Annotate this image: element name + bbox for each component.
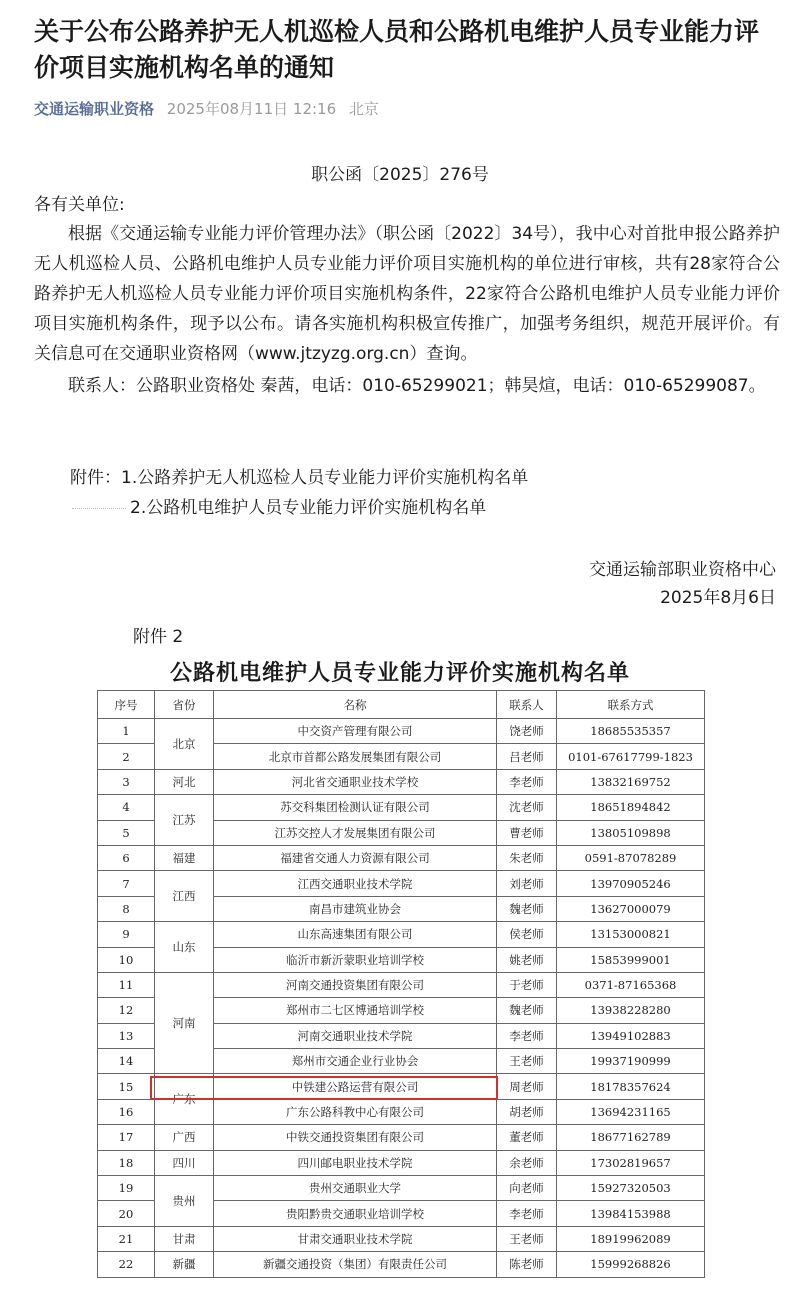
salutation: 各有关单位:	[34, 195, 125, 215]
contact-phone: 0371-87165368	[557, 972, 705, 997]
province-cell: 广西	[155, 1125, 214, 1150]
table-row	[98, 1150, 705, 1175]
institution-name: 临沂市新沂蒙职业培训学校	[214, 947, 497, 972]
contact-person: 王老师	[497, 1226, 557, 1251]
attachment-line-2: 2.公路机电维护人员专业能力评价实施机构名单	[130, 498, 487, 518]
institution-name: 中交资产管理有限公司	[214, 719, 497, 744]
table-row	[98, 1226, 705, 1251]
contact-phone: 13153000821	[557, 922, 705, 947]
contact-person: 魏老师	[497, 896, 557, 921]
contact-phone: 13984153988	[557, 1201, 705, 1226]
contact-phone: 15999268826	[557, 1252, 705, 1277]
signer: 交通运输部职业资格中心	[589, 560, 776, 580]
contact-person: 董老师	[497, 1125, 557, 1150]
institution-name: 江西交通职业技术学院	[214, 871, 497, 896]
table-row	[98, 845, 705, 870]
row-number: 5	[98, 820, 155, 845]
contact-person: 向老师	[497, 1176, 557, 1201]
row-number: 15	[98, 1074, 155, 1099]
contact-person: 李老师	[497, 1201, 557, 1226]
contact-person: 姚老师	[497, 947, 557, 972]
dotted-indent	[72, 508, 126, 509]
table-row	[98, 922, 705, 947]
province-cell: 甘肃	[155, 1226, 214, 1251]
province-cell: 山东	[155, 922, 214, 973]
row-number: 1	[98, 719, 155, 744]
row-number: 12	[98, 998, 155, 1023]
row-number: 17	[98, 1125, 155, 1150]
row-number: 18	[98, 1150, 155, 1175]
contact-person: 沈老师	[497, 795, 557, 820]
row-number: 16	[98, 1099, 155, 1124]
row-number: 6	[98, 845, 155, 870]
institution-name: 福建省交通人力资源有限公司	[214, 845, 497, 870]
row-number: 22	[98, 1252, 155, 1277]
article-title: 关于公布公路养护无人机巡检人员和公路机电维护人员专业能力评价项目实施机构名单的通知	[34, 17, 760, 82]
table-row	[98, 1176, 705, 1201]
row-number: 19	[98, 1176, 155, 1201]
row-number: 20	[98, 1201, 155, 1226]
province-cell: 河南	[155, 972, 214, 1074]
table-row	[98, 871, 705, 896]
institution-table	[97, 690, 705, 1278]
institution-name: 河南交通职业技术学院	[214, 1023, 497, 1048]
institution-name: 新疆交通投资（集团）有限责任公司	[214, 1252, 497, 1277]
province-cell: 新疆	[155, 1252, 214, 1277]
institution-name: 中铁交通投资集团有限公司	[214, 1125, 497, 1150]
article-meta	[34, 98, 379, 119]
contact-phone: 0591-87078289	[557, 845, 705, 870]
row-number: 11	[98, 972, 155, 997]
attachment-line-1: 附件：1.公路养护无人机巡检人员专业能力评价实施机构名单	[70, 468, 529, 488]
contact-phone: 0101-67617799-1823	[557, 744, 705, 769]
contact-person: 王老师	[497, 1049, 557, 1074]
row-number: 3	[98, 769, 155, 794]
attachment-label: 附件 2	[133, 627, 184, 647]
contact-person: 刘老师	[497, 871, 557, 896]
sign-date: 2025年8月6日	[660, 588, 776, 608]
province-cell: 福建	[155, 845, 214, 870]
contact-phone: 13694231165	[557, 1099, 705, 1124]
table-row	[98, 972, 705, 997]
account-name-link[interactable]: 交通运输职业资格	[34, 100, 155, 118]
row-number: 10	[98, 947, 155, 972]
institution-name: 北京市首都公路发展集团有限公司	[214, 744, 497, 769]
highlight-box	[150, 1076, 498, 1100]
contact-phone: 15927320503	[557, 1176, 705, 1201]
table-body	[98, 719, 705, 1278]
institution-name: 河北省交通职业技术学校	[214, 769, 497, 794]
contact-phone: 18651894842	[557, 795, 705, 820]
institution-name: 甘肃交通职业技术学院	[214, 1226, 497, 1251]
row-number: 4	[98, 795, 155, 820]
institution-name: 四川邮电职业技术学院	[214, 1150, 497, 1175]
contact-phone: 18919962089	[557, 1226, 705, 1251]
body-paragraph-2: 联系人：公路职业资格处 秦茜，电话：010-65299021；韩昊煊，电话：010-65299087。	[68, 376, 766, 396]
contact-phone: 13832169752	[557, 769, 705, 794]
header-no: 序号	[98, 691, 155, 719]
province-cell: 江苏	[155, 795, 214, 846]
header-contact: 联系人	[497, 691, 557, 719]
institution-name: 中铁建公路运营有限公司	[214, 1074, 497, 1099]
contact-phone: 17302819657	[557, 1150, 705, 1175]
contact-person: 朱老师	[497, 845, 557, 870]
row-number: 9	[98, 922, 155, 947]
header-phone: 联系方式	[557, 691, 705, 719]
institution-name: 广东公路科教中心有限公司	[214, 1099, 497, 1124]
contact-phone: 13970905246	[557, 871, 705, 896]
row-number: 13	[98, 1023, 155, 1048]
contact-phone: 13805109898	[557, 820, 705, 845]
contact-phone: 18677162789	[557, 1125, 705, 1150]
header-province: 省份	[155, 691, 214, 719]
contact-phone: 13949102883	[557, 1023, 705, 1048]
contact-person: 吕老师	[497, 744, 557, 769]
institution-name: 贵州交通职业大学	[214, 1176, 497, 1201]
publish-location: 北京	[348, 100, 379, 118]
document-number: 职公函〔2025〕276号	[311, 165, 489, 185]
province-cell: 江西	[155, 871, 214, 922]
contact-phone: 13938228280	[557, 998, 705, 1023]
institution-name: 苏交科集团检测认证有限公司	[214, 795, 497, 820]
table-row	[98, 769, 705, 794]
table-header-row	[98, 691, 705, 719]
contact-person: 余老师	[497, 1150, 557, 1175]
contact-person: 陈老师	[497, 1252, 557, 1277]
contact-person: 魏老师	[497, 998, 557, 1023]
table-row	[98, 1252, 705, 1277]
row-number: 8	[98, 896, 155, 921]
table-row	[98, 719, 705, 744]
institution-name: 贵阳黔贵交通职业培训学校	[214, 1201, 497, 1226]
province-cell: 河北	[155, 769, 214, 794]
institution-name: 山东高速集团有限公司	[214, 922, 497, 947]
contact-person: 饶老师	[497, 719, 557, 744]
contact-phone: 13627000079	[557, 896, 705, 921]
province-cell: 四川	[155, 1150, 214, 1175]
row-number: 21	[98, 1226, 155, 1251]
table-row	[98, 795, 705, 820]
contact-phone: 19937190999	[557, 1049, 705, 1074]
row-number: 14	[98, 1049, 155, 1074]
institution-name: 郑州市交通企业行业协会	[214, 1049, 497, 1074]
province-cell: 贵州	[155, 1176, 214, 1227]
table-row	[98, 1125, 705, 1150]
contact-person: 周老师	[497, 1074, 557, 1099]
body-paragraph-1: 根据《交通运输专业能力评价管理办法》（职公函〔2022〕34号），我中心对首批申报公路养护无人机巡检人员、公路机电维护人员专业能力评价项目实施机构的单位进行审核，共有28家符合公路养护无人机巡检人员专业能力评价项目实施机构条件，22家符合公路机电维护人员专业能力评价项目实施机构条件，现予以公布。请各实施机构积极宣传推广，加强考务组织，规范开展评价。有关信息可在交通职业资格网（www.jtzyzg.org.cn）查询。	[34, 224, 780, 364]
province-cell: 北京	[155, 719, 214, 770]
contact-phone: 18178357624	[557, 1074, 705, 1099]
row-number: 2	[98, 744, 155, 769]
institution-name: 郑州市二七区博通培训学校	[214, 998, 497, 1023]
contact-phone: 15853999001	[557, 947, 705, 972]
publish-datetime: 2025年08月11日 12:16	[166, 100, 337, 118]
table-title: 公路机电维护人员专业能力评价实施机构名单	[169, 660, 630, 686]
contact-person: 李老师	[497, 1023, 557, 1048]
contact-person: 李老师	[497, 769, 557, 794]
contact-phone: 18685535357	[557, 719, 705, 744]
institution-name: 南昌市建筑业协会	[214, 896, 497, 921]
province-cell: 广东	[155, 1074, 214, 1125]
institution-name: 江苏交控人才发展集团有限公司	[214, 820, 497, 845]
header-name: 名称	[214, 691, 497, 719]
contact-person: 曹老师	[497, 820, 557, 845]
institution-name: 河南交通投资集团有限公司	[214, 972, 497, 997]
row-number: 7	[98, 871, 155, 896]
contact-person: 于老师	[497, 972, 557, 997]
contact-person: 侯老师	[497, 922, 557, 947]
contact-person: 胡老师	[497, 1099, 557, 1124]
